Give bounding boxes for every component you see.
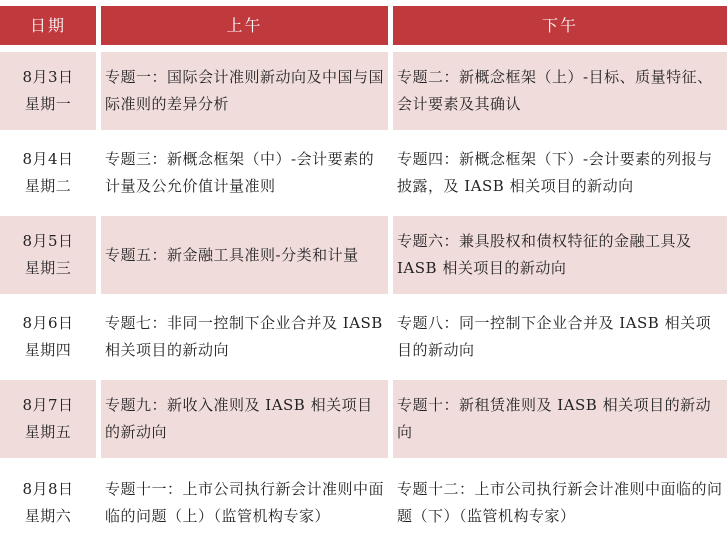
date-text: 8月8日 (22, 480, 74, 498)
morning-topic: 专题一：国际会计准则新动向及中国与国际准则的差异分析 (101, 52, 388, 130)
afternoon-topic: 专题二：新概念框架（上）-目标、质量特征、会计要素及其确认 (393, 52, 727, 130)
weekday-text: 星期一 (24, 95, 72, 113)
afternoon-topic: 专题六：兼具股权和债权特征的金融工具及 IASB 相关项目的新动向 (393, 216, 727, 294)
date-text: 8月5日 (22, 232, 74, 250)
date-cell (0, 380, 96, 458)
table-row (0, 298, 727, 376)
weekday-text: 星期二 (24, 177, 72, 195)
date-text: 8月7日 (22, 396, 74, 414)
afternoon-topic: 专题八：同一控制下企业合并及 IASB 相关项目的新动向 (393, 298, 727, 376)
weekday-text: 星期四 (24, 341, 72, 359)
morning-topic: 专题十一：上市公司执行新会计准则中面临的问题（上）（监管机构专家） (101, 462, 388, 544)
date-cell (0, 298, 96, 376)
header-date: 日期 (0, 6, 96, 45)
morning-topic: 专题七：非同一控制下企业合并及 IASB 相关项目的新动向 (101, 298, 388, 376)
weekday-text: 星期三 (24, 259, 72, 277)
table-row (0, 52, 727, 130)
date-text: 8月4日 (22, 150, 74, 168)
date-text: 8月3日 (22, 68, 74, 86)
date-cell (0, 462, 96, 544)
afternoon-topic: 专题十二：上市公司执行新会计准则中面临的问题（下）（监管机构专家） (393, 462, 727, 544)
afternoon-topic: 专题四：新概念框架（下）-会计要素的列报与披露，及 IASB 相关项目的新动向 (393, 134, 727, 212)
table-row (0, 462, 727, 544)
date-cell (0, 134, 96, 212)
header-afternoon: 下午 (393, 6, 727, 45)
morning-topic: 专题三：新概念框架（中）-会计要素的计量及公允价值计量准则 (101, 134, 388, 212)
date-cell (0, 216, 96, 294)
date-text: 8月6日 (22, 314, 74, 332)
weekday-text: 星期六 (24, 507, 72, 525)
weekday-text: 星期五 (24, 423, 72, 441)
header-morning: 上午 (101, 6, 388, 45)
date-cell (0, 52, 96, 130)
table-row (0, 380, 727, 458)
table-row (0, 134, 727, 212)
table-row (0, 216, 727, 294)
afternoon-topic: 专题十：新租赁准则及 IASB 相关项目的新动向 (393, 380, 727, 458)
morning-topic: 专题五：新金融工具准则-分类和计量 (101, 216, 388, 294)
table-header-row (0, 6, 727, 45)
morning-topic: 专题九：新收入准则及 IASB 相关项目的新动向 (101, 380, 388, 458)
